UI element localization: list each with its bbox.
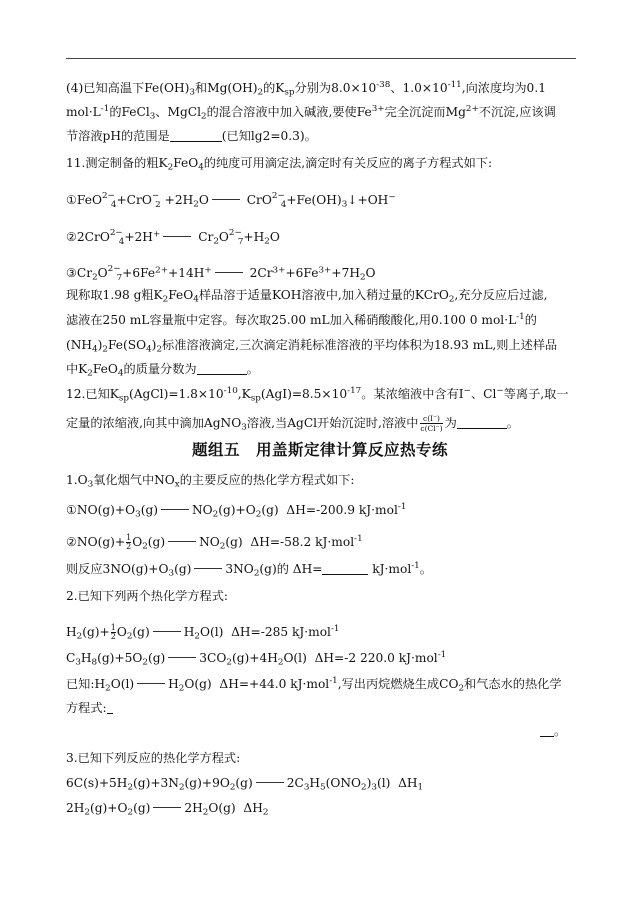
answer-blank[interactable] (170, 129, 222, 142)
equals-arrow (161, 509, 189, 510)
top-rule (66, 58, 576, 59)
answer-blank[interactable] (322, 562, 368, 575)
question-12-line-2: 定量的浓缩液,向其中滴加AgNO$_3$溶液,当AgCl开始沉淀时,溶液中 $\frac{c(I^-)}{c(Cl^-)}$ 为 。 (66, 414, 519, 433)
one-half-fraction: $\frac{1}{2}$ (126, 533, 132, 551)
equals-arrow (256, 782, 284, 783)
question-4-line-2: $mol\cdot L^{-1}$的FeCl$_3$、MgCl$_2$的混合溶液中加入碱液,要使$Fe^{3+}$完全沉淀而$Mg^{2+}$不沉淀,应该调 (66, 104, 556, 122)
question-4-line-3: 节溶液pH的范围是 (已知lg2=0.3)。 (66, 129, 317, 143)
equals-arrow (168, 541, 196, 542)
section-q3-eq-2: $2H_2(g)+O_2(g)$ $2H_2O(g)$ $\Delta H_2$ (66, 801, 269, 818)
section-q1-eq-2: ②NO(g)+ $\frac{1}{2}O_2(g)$ $NO_2(g)$ ΔH=-58.2 kJ·mol$^{-1}$ (66, 533, 363, 552)
section-q1-eq-1: $①NO(g)+O_3(g)$ $NO_2(g)+O_2(g)$ ΔH=-200.9 kJ·mol$^{-1}$ (66, 502, 407, 520)
section-q2-end: 。 (540, 723, 566, 739)
answer-blank[interactable] (107, 701, 113, 714)
concentration-ratio: $\frac{c(I^-)}{c(Cl^-)}$ (420, 414, 443, 433)
section-q2-eq-3: 已知$:H_2O(l)$ $H_2O(g)$ ΔH=+44.0 kJ·mol$^{-1}$,写出丙烷燃烧生成$CO_2$和气态水的热化学 (66, 676, 562, 694)
equals-arrow (163, 236, 191, 237)
reaction-2: ②2CrO$^{2-}_4$+2H+ $Cr_2O^{2-}_7+H_2O$ (66, 228, 280, 248)
section-q3-eq-1: $6C(s)+5H_2(g)+3N_2(g)+9O_2(g)$ $2C_3H_5(ONO_2)_3(l)$ $\Delta H_1$ (66, 776, 424, 793)
answer-blank[interactable] (197, 362, 247, 375)
answer-blank-end[interactable] (540, 724, 554, 737)
equals-arrow (212, 199, 240, 200)
equals-arrow (168, 657, 196, 658)
reaction-3: $③Cr_2O^{2-}_7+6Fe^{2+}+14H^+$ $2Cr^{3+}+6Fe^{3+}+7H_2O$ (66, 264, 376, 284)
section-q2-eq-1: $H_2(g)+$ $\frac{1}{2}O_2(g)$ $H_2O(l)$ ΔH=-285 kJ·mol$^{-1}$ (66, 623, 340, 642)
question-11-intro: 11.测定制备的粗$K_2FeO_4$的纯度可用滴定法,滴定时有关反应的离子方程式如下: (66, 156, 493, 173)
section-q2-eq-2: $C_3H_8(g)+5O_2(g)$ $3CO_2(g)+4H_2O(l)$ ΔH=-2 220.0 kJ·mol$^{-1}$ (66, 650, 447, 668)
equals-arrow (153, 631, 181, 632)
reaction-1: ①FeO$^{2-}_4$+CrO−$_2$ $+2H_2O$ $CrO^{2-}_4+Fe(OH)_3↓+OH^-$ (66, 191, 396, 211)
section-q2-eq-4: 方程式: (66, 700, 113, 716)
question-12-line-1: 12.已知$K_{sp}(AgCl)=1.8\times 10^{-10},K_{sp}(AgI)=8.5\times 10^{-17}$。某浓缩液中含有I−、Cl−等离子,取一 (66, 386, 569, 404)
section-q2-intro: 2.已知下列两个热化学方程式: (66, 589, 228, 603)
question-11-body-3: $(NH_4)_2Fe(SO_4)_2$标准溶液滴定,三次滴定消耗标准溶液的平均体积为18.93 mL,则上述样品 (66, 338, 558, 355)
question-4-line-1: (4)已知高温下$Fe(OH)_3$和$Mg(OH)_2$的$K_{sp}$分别为$8.0\times 10^{-38}$、$1.0\times 10^{-11}$,向浓度均为0.1 (66, 80, 546, 98)
section-q3-intro: 3.已知下列反应的热化学方程式: (66, 751, 241, 765)
section-q1-intro: $1.O_3$氧化烟气中$NO_x$的主要反应的热化学方程式如下: (66, 473, 355, 490)
equals-arrow (153, 807, 181, 808)
section-title: 题组五 用盖斯定律计算反应热专练 (191, 441, 448, 459)
question-11-body-1: 现称取1.98 g粗$K_2FeO_4$样品溶于适量KOH溶液中,加入稍过量的KCrO$_2$,充分反应后过滤, (66, 288, 548, 305)
question-11-body-2: 滤液在250 mL容量瓶中定容。每次取25.00 mL加入稀硝酸酸化,用0.100 0 $mol\cdot L^{-1}$的 (66, 312, 537, 327)
equals-arrow (194, 568, 222, 569)
section-q1-eq-3: 则反应$3NO(g)+O_3(g)$ $3NO_2(g)$的 ΔH= kJ·mol$^{-1}$。 (66, 561, 432, 579)
question-11-body-4: 中$K_2FeO_4$的质量分数为 。 (66, 362, 259, 379)
equals-arrow (215, 272, 243, 273)
one-half-fraction: $\frac{1}{2}$ (110, 623, 116, 641)
answer-blank[interactable] (457, 416, 507, 429)
equals-arrow (137, 683, 165, 684)
